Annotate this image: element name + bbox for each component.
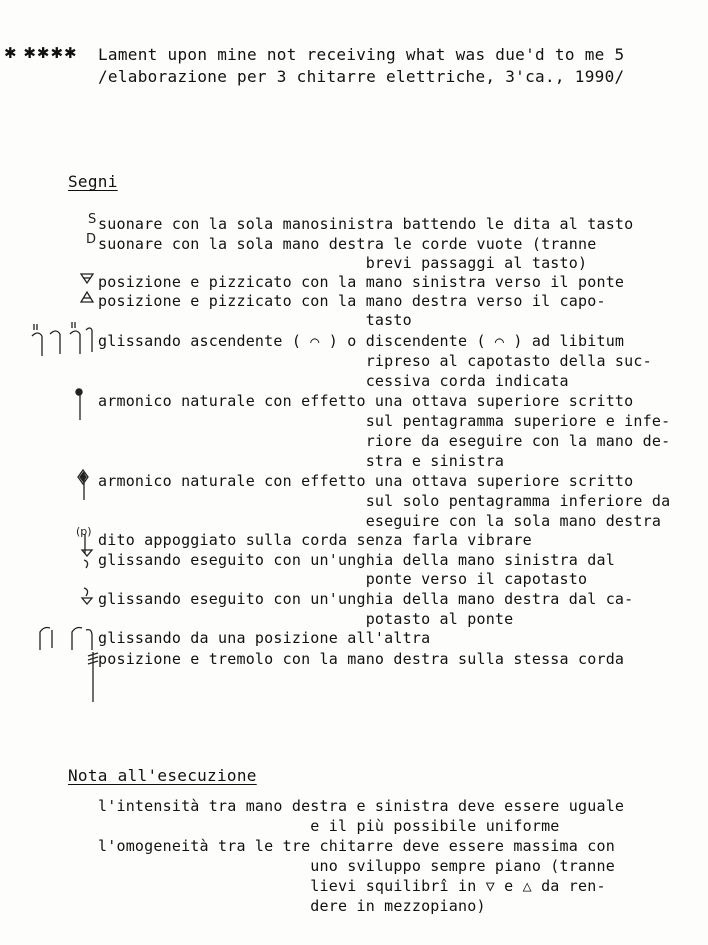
- segni-line: ponte verso il capotasto: [98, 570, 588, 588]
- segni-line: dito appoggiato sulla corda senza farla vibrare: [98, 531, 532, 549]
- segni-line: glissando da una posizione all'altra: [98, 629, 431, 647]
- nota-line: e il più possibile uniforme: [98, 817, 560, 835]
- triangle-down-icon: [80, 272, 94, 284]
- nota-line: dere in mezzopiano): [98, 897, 486, 915]
- segni-line: posizione e pizzicato con la mano destra verso il capo-: [98, 292, 606, 310]
- segni-line: eseguire con la sola mano destra: [98, 512, 662, 530]
- segni-line: armonico naturale con effetto una ottava superiore scritto: [98, 472, 634, 490]
- right-hand-d-symbol: D: [86, 232, 97, 247]
- nota-line: uno sviluppo sempre piano (tranne: [98, 857, 615, 875]
- segni-line: sul solo pentagramma inferiore da: [98, 492, 671, 510]
- segni-line: glissando eseguito con un'unghia della mano sinistra dal: [98, 551, 615, 569]
- segni-line: potasto al ponte: [98, 610, 514, 628]
- segni-line: ripreso al capotasto della suc-: [98, 352, 652, 370]
- segni-line: posizione e tremolo con la mano destra sulla stessa corda: [98, 650, 625, 668]
- left-hand-s-symbol: S: [88, 212, 97, 227]
- segni-line: riore da eseguire con la mano de-: [98, 432, 671, 450]
- nota-line: l'omogeneità tra le tre chitarre deve essere massima con: [98, 837, 615, 855]
- nota-line: l'intensità tra mano destra e sinistra deve essere uguale: [98, 797, 625, 815]
- title-line-2: /elaborazione per 3 chitarre elettriche, 3'ca., 1990/: [98, 67, 625, 86]
- segni-line: armonico naturale con effetto una ottava superiore scritto: [98, 392, 634, 410]
- segni-line: cessiva corda indicata: [98, 372, 569, 390]
- segni-line: stra e sinistra: [98, 452, 505, 470]
- title-line-1: Lament upon mine not receiving what was due'd to me 5: [98, 45, 625, 64]
- segni-heading: Segni: [68, 172, 118, 191]
- segni-line: suonare con la sola mano destra le corde vuote (tranne: [98, 235, 597, 253]
- nail-glissando-left-icon: [80, 546, 94, 572]
- segni-line: suonare con la sola manosinistra battendo le dita al tasto: [98, 215, 634, 233]
- star-ornaments: ✱ ✱✱✱✱: [4, 44, 78, 62]
- nota-heading: Nota all'esecuzione: [68, 766, 257, 785]
- segni-line: posizione e pizzicato con la mano sinistra verso il ponte: [98, 273, 625, 291]
- segni-line: tasto: [98, 311, 412, 329]
- nota-line: lievi squilibrî in ▽ e △ da ren-: [98, 877, 606, 895]
- harmonic-diamond-icon: [76, 466, 92, 502]
- segni-line: sul pentagramma superiore e infe-: [98, 412, 671, 430]
- triangle-up-icon: [80, 291, 94, 303]
- nail-glissando-right-icon: [80, 586, 94, 608]
- natural-harmonic-icon: [74, 386, 86, 422]
- segni-line: glissando eseguito con un'unghia della mano destra dal ca-: [98, 590, 634, 608]
- muted-finger-symbol: (p): [76, 525, 92, 538]
- segni-line: brevi passaggi al tasto): [98, 254, 588, 272]
- glissando-strings-icon: [28, 320, 94, 358]
- segni-line: glissando ascendente ( ⌒ ) o discendente ( ⌒ ) ad libitum: [98, 332, 625, 350]
